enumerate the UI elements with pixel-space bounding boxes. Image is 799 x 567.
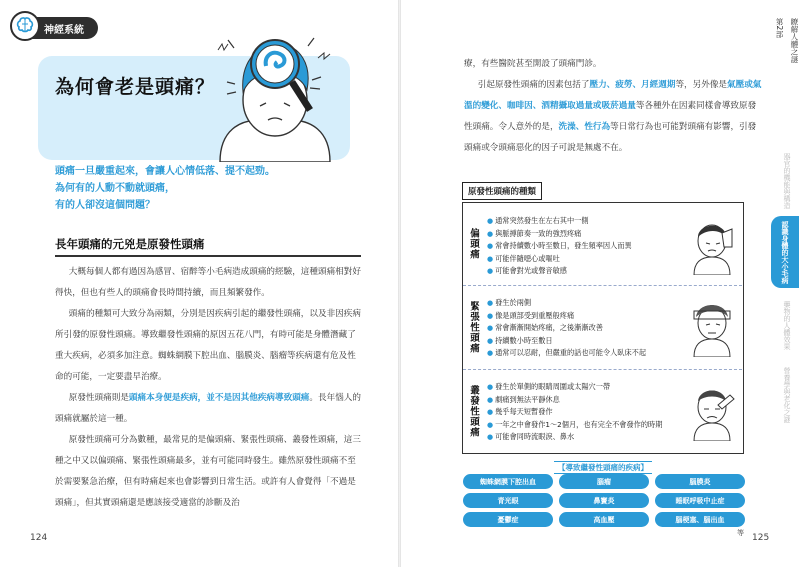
paragraph: 引起原發性頭痛的因素包括了壓力、疲勞、月經週期等，另外像是氣壓或氣溫的變化、咖啡因、酒精攝取過量或吸菸過量等各種外在因素同樣會導致原發性頭痛。令人意外的是，洗澡、性行為等日常行為也可能對頭痛有影響，引發頭痛或令頭痛惡化的因子可說是無處不在。 bbox=[464, 80, 762, 153]
disease-chip: 憂鬱症 bbox=[463, 512, 553, 527]
page-number-left: 124 bbox=[30, 533, 48, 543]
highlight-text: 氣壓或氣溫的變化、咖啡因、酒精攝取過量或吸菸過量 bbox=[464, 80, 762, 111]
disease-chip: 腦瘤 bbox=[559, 474, 649, 489]
bullet-list: ● 發生於單側的眼睛周圍或太陽穴一帶 ● 劇痛到無法平靜休息 ● 幾乎每天短暫發作 ● 一年之中會發作1～2個月，也有完全不會發作的時期 ● 可能會同時流眼淚、鼻水 bbox=[487, 381, 662, 444]
side-title: 第2部 瞭解人體之謎 bbox=[775, 18, 799, 63]
nav-tab-organs[interactable]: 器官的機能與構造 bbox=[783, 153, 791, 209]
tension-face-icon bbox=[686, 295, 738, 357]
disease-chip: 蜘蛛網膜下腔出血 bbox=[463, 474, 553, 489]
diseases-label: 【導致繼發性頭痛的疾病】 bbox=[462, 462, 744, 473]
nav-tab-nutrition[interactable]: 營養學與老化之謎 bbox=[783, 367, 791, 423]
brain-icon bbox=[10, 11, 40, 41]
footnote: 等 bbox=[737, 529, 744, 537]
type-label: 緊張性頭痛 bbox=[468, 300, 479, 354]
page-number-right: 125 bbox=[752, 533, 770, 543]
intro-line: 為何有的人動不動就頭痛， bbox=[55, 183, 175, 194]
highlight-text: 洗澡、性行為 bbox=[558, 122, 611, 132]
paragraph: 原發性頭痛則是頭痛本身便是疾病，並不是因其他疾病導致頭痛。長年惱人的頭痛就屬於這一種。 bbox=[55, 393, 361, 424]
page-title: 為何會老是頭痛？ bbox=[55, 76, 216, 98]
intro-line: 有的人卻沒這個問題？ bbox=[55, 200, 155, 211]
headache-types-table bbox=[462, 202, 744, 454]
intro-text bbox=[55, 163, 375, 214]
disease-chip: 高血壓 bbox=[559, 512, 649, 527]
disease-chip: 鼻竇炎 bbox=[559, 493, 649, 508]
table-row bbox=[463, 369, 742, 453]
bullet-list: ● 發生於兩側 ● 像是頭部受到重壓般疼痛 ● 常會漸漸開始疼痛，之後漸漸改善 ● 持續數小時至數日 ● 通常可以忍耐，但嚴重的話也可能令人臥床不起 bbox=[487, 297, 646, 360]
intro-line: 頭痛一旦嚴重起來，會讓人心情低落、提不起勁。 bbox=[55, 166, 275, 177]
paragraph: 大概每個人都有過因為感冒、宿醉等小毛病造成頭痛的經驗，這種頭痛相對好得快，但也有些人的頭痛會長時間持續，而且頻繁發作。 bbox=[55, 267, 361, 298]
highlight-text: 頭痛本身便是疾病，並不是因其他疾病導致頭痛 bbox=[128, 393, 310, 403]
section-badge-label: 神經系統 bbox=[44, 24, 84, 36]
disease-chip: 青光眼 bbox=[463, 493, 553, 508]
right-body bbox=[464, 54, 764, 159]
book-gutter bbox=[398, 0, 401, 567]
paragraph: 原發性頭痛可分為數種，最常見的是偏頭痛、緊張性頭痛、叢發性頭痛，這三種之中又以偏頭痛、緊張性頭痛最多，並有可能同時發生。雖然原發性頭痛不至於需要緊急治療，但有時痛起來也會影響到日常生活。或許有人會覺得「不過是頭痛」，但其實頭痛還是應該接受適當的診斷及治 bbox=[55, 435, 361, 508]
type-label: 叢發性頭痛 bbox=[468, 384, 479, 438]
table-row bbox=[463, 203, 742, 286]
disease-chip: 腦梗塞、腦出血 bbox=[655, 512, 745, 527]
nav-tab-ailments[interactable]: 認識身體的大小毛病 bbox=[771, 216, 799, 288]
section-heading: 長年頭痛的元兇是原發性頭痛 bbox=[55, 237, 205, 251]
table-title: 原發性頭痛的種類 bbox=[462, 182, 542, 200]
left-body bbox=[55, 262, 361, 514]
section-divider bbox=[55, 255, 361, 257]
cluster-face-icon bbox=[686, 379, 738, 441]
highlight-text: 壓力、疲勞、月經週期 bbox=[589, 80, 676, 90]
disease-chip: 睡眠呼吸中止症 bbox=[655, 493, 745, 508]
headache-illustration bbox=[200, 20, 350, 162]
paragraph: 療，有些醫院甚至開設了頭痛門診。 bbox=[464, 59, 602, 69]
bullet-list: ● 通常突然發生在左右其中一側 ● 與脈搏節奏一致的強烈疼痛 ● 常會持續數小時至數日，發生頻率因人而異 ● 可能伴隨噁心或嘔吐 ● 可能會對光或聲音敏感 bbox=[487, 215, 632, 278]
disease-chip: 腦膜炎 bbox=[655, 474, 745, 489]
migraine-face-icon bbox=[686, 213, 738, 275]
table-row bbox=[463, 285, 742, 370]
type-label: 偏頭痛 bbox=[468, 228, 479, 260]
nav-tab-drugs[interactable]: 藥物的人體效果 bbox=[783, 300, 791, 350]
paragraph: 頭痛的種類可大致分為兩類，分別是因疾病引起的繼發性頭痛，以及非因疾病所引發的原發性頭痛。導致繼發性頭痛的原因五花八門，有時可能是身體潛藏了重大疾病，必須多加注意。蜘蛛網膜下腔出血、腦膜炎、腦瘤等疾病還有危及性命的可能，一定要盡早治療。 bbox=[55, 309, 361, 382]
